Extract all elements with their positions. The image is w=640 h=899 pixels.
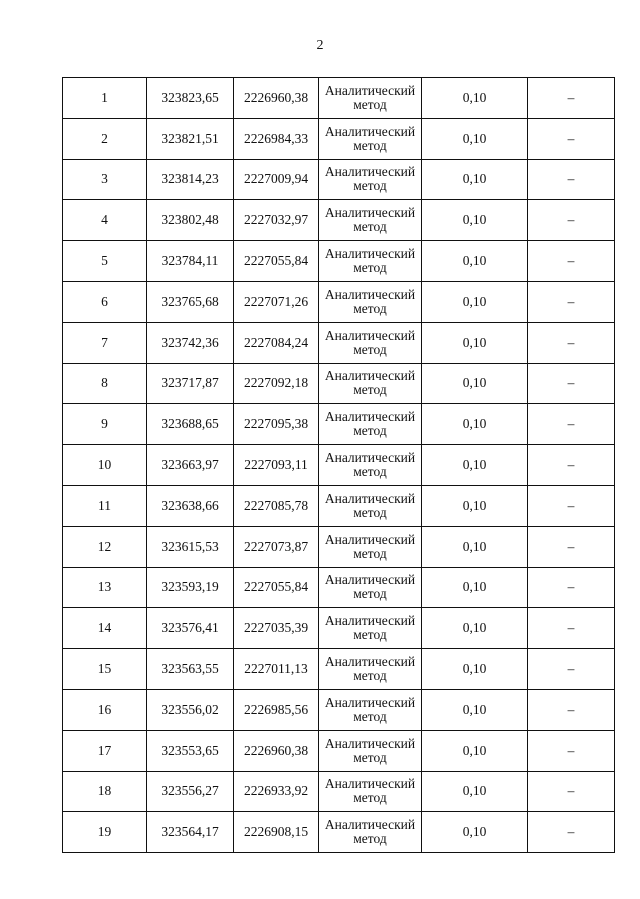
- y-coordinate-cell: 2227095,38: [234, 404, 319, 445]
- description-cell: –: [528, 445, 615, 486]
- method-cell: [319, 78, 422, 119]
- point-number-cell: 15: [63, 649, 147, 690]
- method-line-2: метод: [353, 668, 387, 684]
- description-cell: –: [528, 78, 615, 119]
- method-cell: [319, 404, 422, 445]
- x-coordinate-cell: 323576,41: [147, 608, 234, 649]
- method-cell: [319, 812, 422, 853]
- description-cell: –: [528, 281, 615, 322]
- method-cell: [319, 322, 422, 363]
- accuracy-cell: 0,10: [422, 445, 528, 486]
- x-coordinate-cell: 323638,66: [147, 485, 234, 526]
- y-coordinate-cell: 2227085,78: [234, 485, 319, 526]
- method-line-1: Аналитический: [324, 246, 416, 262]
- table-row: [63, 241, 615, 282]
- method-line-1: Аналитический: [324, 776, 416, 792]
- description-cell: –: [528, 200, 615, 241]
- x-coordinate-cell: 323663,97: [147, 445, 234, 486]
- accuracy-cell: 0,10: [422, 608, 528, 649]
- table-row: [63, 78, 615, 119]
- table-row: [63, 281, 615, 322]
- x-coordinate-cell: 323688,65: [147, 404, 234, 445]
- y-coordinate-cell: 2227009,94: [234, 159, 319, 200]
- y-coordinate-cell: 2227084,24: [234, 322, 319, 363]
- method-line-1: Аналитический: [324, 409, 416, 425]
- method-cell: [319, 730, 422, 771]
- x-coordinate-cell: 323564,17: [147, 812, 234, 853]
- table-row: [63, 363, 615, 404]
- y-coordinate-cell: 2226933,92: [234, 771, 319, 812]
- accuracy-cell: 0,10: [422, 322, 528, 363]
- accuracy-cell: 0,10: [422, 404, 528, 445]
- method-line-2: метод: [353, 219, 387, 235]
- y-coordinate-cell: 2227055,84: [234, 567, 319, 608]
- method-cell: [319, 649, 422, 690]
- method-line-2: метод: [353, 831, 387, 847]
- y-coordinate-cell: 2226960,38: [234, 730, 319, 771]
- method-line-1: Аналитический: [324, 164, 416, 180]
- accuracy-cell: 0,10: [422, 281, 528, 322]
- description-cell: –: [528, 241, 615, 282]
- method-line-2: метод: [353, 137, 387, 153]
- point-number-cell: 12: [63, 526, 147, 567]
- method-line-1: Аналитический: [324, 490, 416, 506]
- table-row: [63, 445, 615, 486]
- x-coordinate-cell: 323814,23: [147, 159, 234, 200]
- method-line-1: Аналитический: [324, 694, 416, 710]
- description-cell: –: [528, 608, 615, 649]
- method-line-1: Аналитический: [324, 368, 416, 384]
- point-number-cell: 5: [63, 241, 147, 282]
- description-cell: –: [528, 118, 615, 159]
- method-cell: [319, 608, 422, 649]
- method-cell: [319, 241, 422, 282]
- description-cell: –: [528, 485, 615, 526]
- description-cell: –: [528, 567, 615, 608]
- method-line-2: метод: [353, 464, 387, 480]
- point-number-cell: 7: [63, 322, 147, 363]
- point-number-cell: 13: [63, 567, 147, 608]
- method-line-1: Аналитический: [324, 286, 416, 302]
- method-line-1: Аналитический: [324, 205, 416, 221]
- method-cell: [319, 281, 422, 322]
- method-cell: [319, 771, 422, 812]
- coordinates-table-body: [63, 78, 615, 853]
- accuracy-cell: 0,10: [422, 526, 528, 567]
- method-line-1: Аналитический: [324, 327, 416, 343]
- table-row: [63, 159, 615, 200]
- x-coordinate-cell: 323556,02: [147, 689, 234, 730]
- description-cell: –: [528, 730, 615, 771]
- method-line-2: метод: [353, 504, 387, 520]
- method-line-1: Аналитический: [324, 572, 416, 588]
- table-row: [63, 322, 615, 363]
- point-number-cell: 17: [63, 730, 147, 771]
- x-coordinate-cell: 323553,65: [147, 730, 234, 771]
- table-row: [63, 118, 615, 159]
- table-row: [63, 526, 615, 567]
- table-row: [63, 567, 615, 608]
- x-coordinate-cell: 323823,65: [147, 78, 234, 119]
- method-cell: [319, 159, 422, 200]
- x-coordinate-cell: 323563,55: [147, 649, 234, 690]
- x-coordinate-cell: 323765,68: [147, 281, 234, 322]
- x-coordinate-cell: 323784,11: [147, 241, 234, 282]
- x-coordinate-cell: 323821,51: [147, 118, 234, 159]
- point-number-cell: 18: [63, 771, 147, 812]
- x-coordinate-cell: 323556,27: [147, 771, 234, 812]
- method-line-2: метод: [353, 382, 387, 398]
- y-coordinate-cell: 2227035,39: [234, 608, 319, 649]
- description-cell: –: [528, 649, 615, 690]
- description-cell: –: [528, 689, 615, 730]
- method-line-1: Аналитический: [324, 817, 416, 833]
- description-cell: –: [528, 363, 615, 404]
- table-row: [63, 689, 615, 730]
- method-line-2: метод: [353, 749, 387, 765]
- method-cell: [319, 363, 422, 404]
- coordinates-table: [62, 77, 615, 853]
- point-number-cell: 9: [63, 404, 147, 445]
- method-cell: [319, 200, 422, 241]
- description-cell: –: [528, 404, 615, 445]
- point-number-cell: 19: [63, 812, 147, 853]
- method-cell: [319, 485, 422, 526]
- description-cell: –: [528, 771, 615, 812]
- method-line-2: метод: [353, 260, 387, 276]
- method-line-2: метод: [353, 586, 387, 602]
- accuracy-cell: 0,10: [422, 567, 528, 608]
- y-coordinate-cell: 2226908,15: [234, 812, 319, 853]
- method-line-2: метод: [353, 341, 387, 357]
- y-coordinate-cell: 2227093,11: [234, 445, 319, 486]
- method-cell: [319, 689, 422, 730]
- method-cell: [319, 526, 422, 567]
- y-coordinate-cell: 2227032,97: [234, 200, 319, 241]
- description-cell: –: [528, 159, 615, 200]
- table-row: [63, 608, 615, 649]
- table-row: [63, 404, 615, 445]
- table-row: [63, 485, 615, 526]
- method-line-1: Аналитический: [324, 82, 416, 98]
- method-line-1: Аналитический: [324, 613, 416, 629]
- accuracy-cell: 0,10: [422, 485, 528, 526]
- table-row: [63, 771, 615, 812]
- method-line-1: Аналитический: [324, 123, 416, 139]
- table-row: [63, 812, 615, 853]
- x-coordinate-cell: 323802,48: [147, 200, 234, 241]
- y-coordinate-cell: 2226985,56: [234, 689, 319, 730]
- point-number-cell: 4: [63, 200, 147, 241]
- method-cell: [319, 445, 422, 486]
- method-line-1: Аналитический: [324, 531, 416, 547]
- method-line-2: метод: [353, 708, 387, 724]
- x-coordinate-cell: 323615,53: [147, 526, 234, 567]
- point-number-cell: 16: [63, 689, 147, 730]
- method-line-1: Аналитический: [324, 450, 416, 466]
- table-row: [63, 730, 615, 771]
- accuracy-cell: 0,10: [422, 78, 528, 119]
- accuracy-cell: 0,10: [422, 649, 528, 690]
- accuracy-cell: 0,10: [422, 363, 528, 404]
- point-number-cell: 11: [63, 485, 147, 526]
- y-coordinate-cell: 2227092,18: [234, 363, 319, 404]
- method-line-2: метод: [353, 627, 387, 643]
- description-cell: –: [528, 322, 615, 363]
- method-line-2: метод: [353, 178, 387, 194]
- method-line-2: метод: [353, 300, 387, 316]
- accuracy-cell: 0,10: [422, 159, 528, 200]
- point-number-cell: 3: [63, 159, 147, 200]
- point-number-cell: 8: [63, 363, 147, 404]
- method-line-2: метод: [353, 423, 387, 439]
- y-coordinate-cell: 2227055,84: [234, 241, 319, 282]
- method-line-1: Аналитический: [324, 654, 416, 670]
- point-number-cell: 14: [63, 608, 147, 649]
- method-line-2: метод: [353, 790, 387, 806]
- method-line-1: Аналитический: [324, 735, 416, 751]
- accuracy-cell: 0,10: [422, 241, 528, 282]
- method-cell: [319, 118, 422, 159]
- table-row: [63, 200, 615, 241]
- y-coordinate-cell: 2226960,38: [234, 78, 319, 119]
- table-row: [63, 649, 615, 690]
- description-cell: –: [528, 526, 615, 567]
- accuracy-cell: 0,10: [422, 730, 528, 771]
- point-number-cell: 1: [63, 78, 147, 119]
- accuracy-cell: 0,10: [422, 771, 528, 812]
- point-number-cell: 6: [63, 281, 147, 322]
- y-coordinate-cell: 2227073,87: [234, 526, 319, 567]
- y-coordinate-cell: 2226984,33: [234, 118, 319, 159]
- accuracy-cell: 0,10: [422, 200, 528, 241]
- page-number: 2: [316, 38, 324, 53]
- x-coordinate-cell: 323593,19: [147, 567, 234, 608]
- accuracy-cell: 0,10: [422, 812, 528, 853]
- method-cell: [319, 567, 422, 608]
- point-number-cell: 2: [63, 118, 147, 159]
- y-coordinate-cell: 2227011,13: [234, 649, 319, 690]
- x-coordinate-cell: 323742,36: [147, 322, 234, 363]
- method-line-2: метод: [353, 96, 387, 112]
- accuracy-cell: 0,10: [422, 118, 528, 159]
- point-number-cell: 10: [63, 445, 147, 486]
- description-cell: –: [528, 812, 615, 853]
- y-coordinate-cell: 2227071,26: [234, 281, 319, 322]
- x-coordinate-cell: 323717,87: [147, 363, 234, 404]
- accuracy-cell: 0,10: [422, 689, 528, 730]
- method-line-2: метод: [353, 545, 387, 561]
